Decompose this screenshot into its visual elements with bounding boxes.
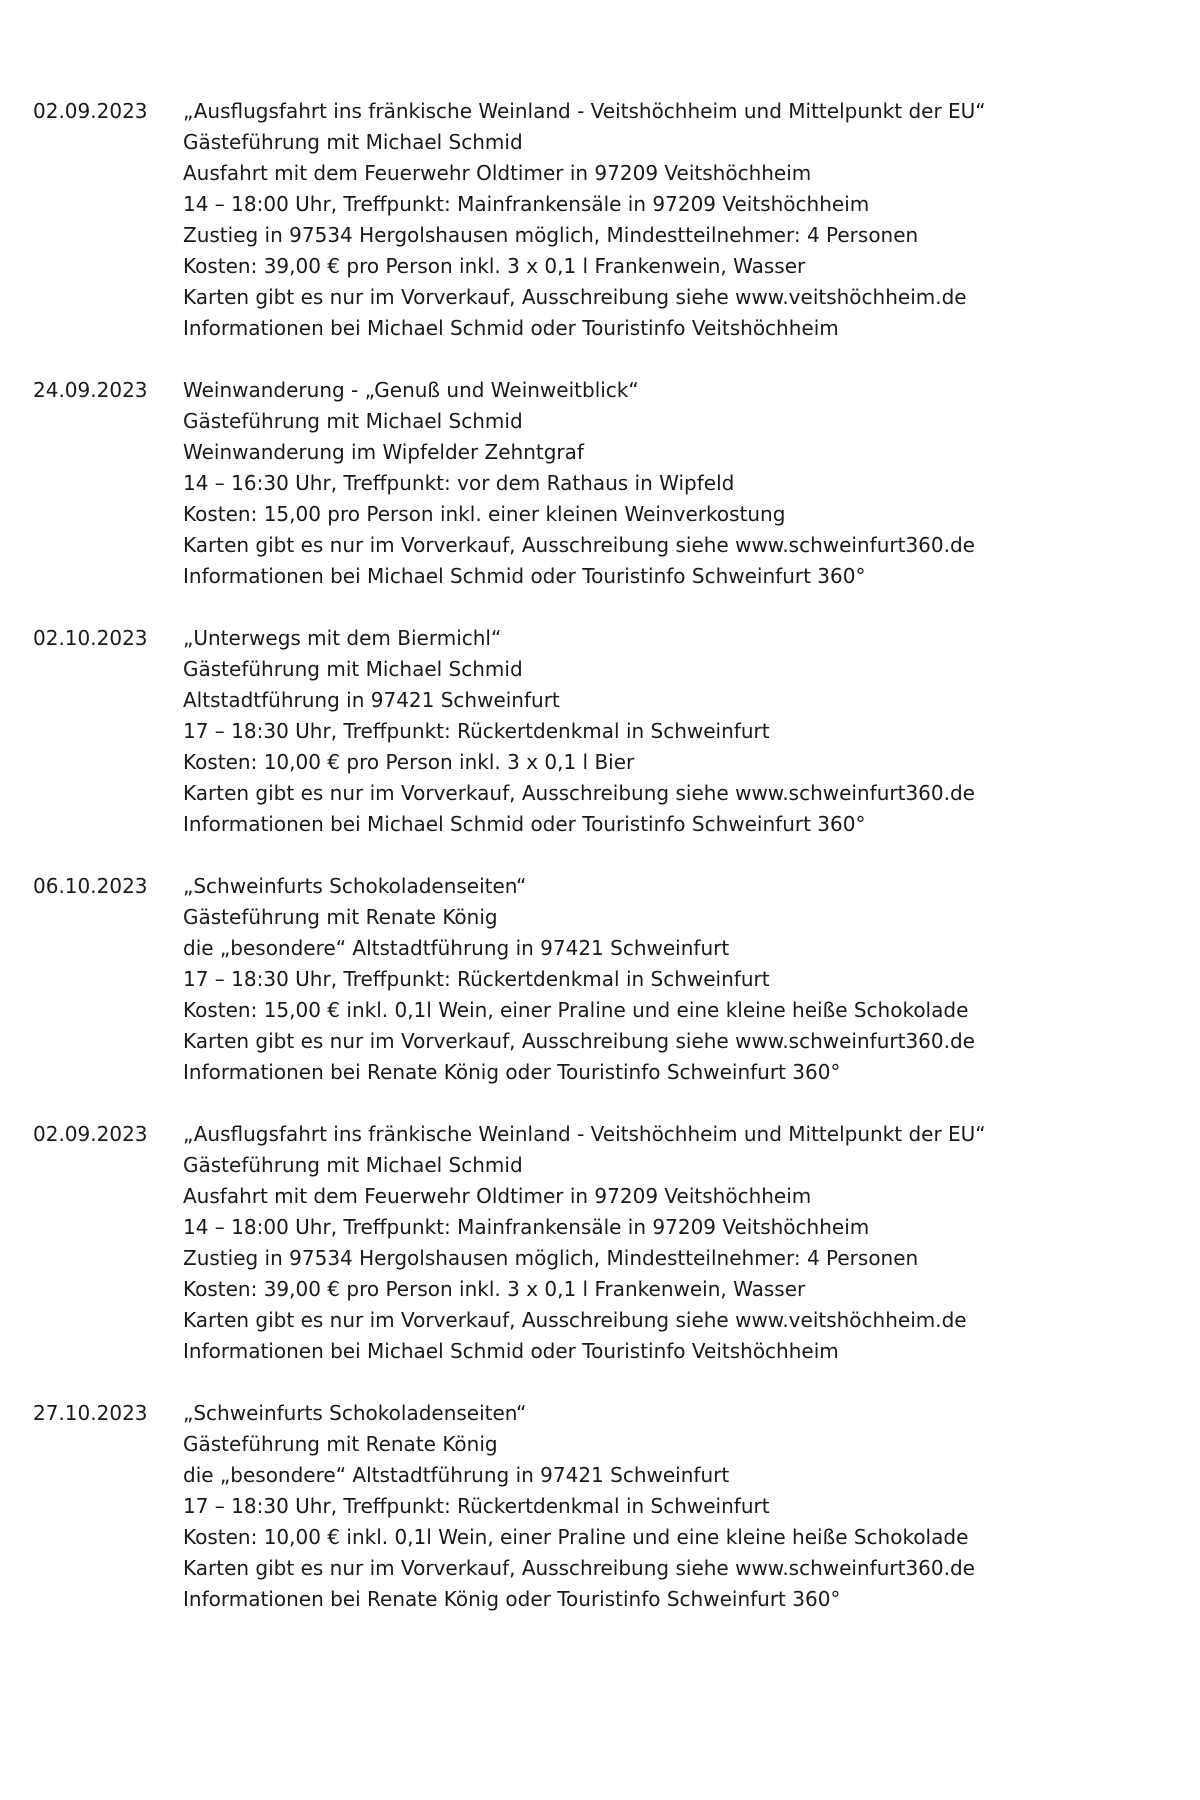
event-information: Informationen bei Michael Schmid oder Touristinfo Veitshöchheim xyxy=(183,316,839,340)
event-date: 06.10.2023 xyxy=(33,874,148,898)
event-guide: Gästeführung mit Renate König xyxy=(183,905,498,929)
event-information: Informationen bei Michael Schmid oder Touristinfo Schweinfurt 360° xyxy=(183,564,866,588)
event-description: Ausfahrt mit dem Feuerwehr Oldtimer in 97209 Veitshöchheim xyxy=(183,1184,812,1208)
event-time-meeting-point: 17 – 18:30 Uhr, Treffpunkt: Rückertdenkmal in Schweinfurt xyxy=(183,967,770,991)
event-entry xyxy=(33,1119,1173,1367)
event-tickets: Karten gibt es nur im Vorverkauf, Ausschreibung siehe www.schweinfurt360.de xyxy=(183,533,975,557)
event-title: „Ausflugsfahrt ins fränkische Weinland - Veitshöchheim und Mittelpunkt der EU“ xyxy=(183,99,986,123)
event-boarding-info: Zustieg in 97534 Hergolshausen möglich, Mindestteilnehmer: 4 Personen xyxy=(183,1246,919,1270)
event-time-meeting-point: 14 – 18:00 Uhr, Treffpunkt: Mainfrankensäle in 97209 Veitshöchheim xyxy=(183,1215,870,1239)
event-date: 02.09.2023 xyxy=(33,99,148,123)
event-list xyxy=(33,96,1173,1646)
event-time-meeting-point: 14 – 18:00 Uhr, Treffpunkt: Mainfrankensäle in 97209 Veitshöchheim xyxy=(183,192,870,216)
event-guide: Gästeführung mit Michael Schmid xyxy=(183,130,523,154)
event-details xyxy=(183,871,1173,1088)
event-details xyxy=(183,96,1173,344)
event-details xyxy=(183,623,1173,840)
event-description: Weinwanderung im Wipfelder Zehntgraf xyxy=(183,440,584,464)
event-tickets: Karten gibt es nur im Vorverkauf, Ausschreibung siehe www.schweinfurt360.de xyxy=(183,1556,975,1580)
event-cost: Kosten: 39,00 € pro Person inkl. 3 x 0,1 l Frankenwein, Wasser xyxy=(183,254,806,278)
event-title: „Schweinfurts Schokoladenseiten“ xyxy=(183,874,527,898)
event-guide: Gästeführung mit Michael Schmid xyxy=(183,1153,523,1177)
event-description: Ausfahrt mit dem Feuerwehr Oldtimer in 97209 Veitshöchheim xyxy=(183,161,812,185)
event-boarding-info: Zustieg in 97534 Hergolshausen möglich, Mindestteilnehmer: 4 Personen xyxy=(183,223,919,247)
event-date: 02.09.2023 xyxy=(33,1122,148,1146)
event-date: 24.09.2023 xyxy=(33,378,148,402)
event-title: „Ausflugsfahrt ins fränkische Weinland - Veitshöchheim und Mittelpunkt der EU“ xyxy=(183,1122,986,1146)
event-cost: Kosten: 10,00 € pro Person inkl. 3 x 0,1 l Bier xyxy=(183,750,635,774)
event-entry xyxy=(33,623,1173,840)
event-tickets: Karten gibt es nur im Vorverkauf, Ausschreibung siehe www.veitshöchheim.de xyxy=(183,1308,967,1332)
event-entry xyxy=(33,871,1173,1088)
event-time-meeting-point: 14 – 16:30 Uhr, Treffpunkt: vor dem Rathaus in Wipfeld xyxy=(183,471,735,495)
event-details xyxy=(183,375,1173,592)
event-details xyxy=(183,1119,1173,1367)
event-date: 02.10.2023 xyxy=(33,626,148,650)
event-entry xyxy=(33,1398,1173,1615)
event-title: „Unterwegs mit dem Biermichl“ xyxy=(183,626,502,650)
event-time-meeting-point: 17 – 18:30 Uhr, Treffpunkt: Rückertdenkmal in Schweinfurt xyxy=(183,719,770,743)
event-guide: Gästeführung mit Michael Schmid xyxy=(183,409,523,433)
event-entry xyxy=(33,96,1173,344)
event-information: Informationen bei Renate König oder Touristinfo Schweinfurt 360° xyxy=(183,1060,841,1084)
event-information: Informationen bei Michael Schmid oder Touristinfo Veitshöchheim xyxy=(183,1339,839,1363)
event-guide: Gästeführung mit Michael Schmid xyxy=(183,657,523,681)
event-information: Informationen bei Renate König oder Touristinfo Schweinfurt 360° xyxy=(183,1587,841,1611)
event-time-meeting-point: 17 – 18:30 Uhr, Treffpunkt: Rückertdenkmal in Schweinfurt xyxy=(183,1494,770,1518)
event-cost: Kosten: 15,00 pro Person inkl. einer kleinen Weinverkostung xyxy=(183,502,786,526)
event-cost: Kosten: 15,00 € inkl. 0,1l Wein, einer Praline und eine kleine heiße Schokolade xyxy=(183,998,969,1022)
event-cost: Kosten: 39,00 € pro Person inkl. 3 x 0,1 l Frankenwein, Wasser xyxy=(183,1277,806,1301)
event-description: Altstadtführung in 97421 Schweinfurt xyxy=(183,688,560,712)
event-tickets: Karten gibt es nur im Vorverkauf, Ausschreibung siehe www.schweinfurt360.de xyxy=(183,781,975,805)
event-entry xyxy=(33,375,1173,592)
event-cost: Kosten: 10,00 € inkl. 0,1l Wein, einer Praline und eine kleine heiße Schokolade xyxy=(183,1525,969,1549)
event-information: Informationen bei Michael Schmid oder Touristinfo Schweinfurt 360° xyxy=(183,812,866,836)
event-tickets: Karten gibt es nur im Vorverkauf, Ausschreibung siehe www.veitshöchheim.de xyxy=(183,285,967,309)
event-title: Weinwanderung - „Genuß und Weinweitblick“ xyxy=(183,378,639,402)
event-details xyxy=(183,1398,1173,1615)
event-guide: Gästeführung mit Renate König xyxy=(183,1432,498,1456)
event-date: 27.10.2023 xyxy=(33,1401,148,1425)
event-description: die „besondere“ Altstadtführung in 97421 Schweinfurt xyxy=(183,936,730,960)
event-description: die „besondere“ Altstadtführung in 97421 Schweinfurt xyxy=(183,1463,730,1487)
event-title: „Schweinfurts Schokoladenseiten“ xyxy=(183,1401,527,1425)
event-tickets: Karten gibt es nur im Vorverkauf, Ausschreibung siehe www.schweinfurt360.de xyxy=(183,1029,975,1053)
